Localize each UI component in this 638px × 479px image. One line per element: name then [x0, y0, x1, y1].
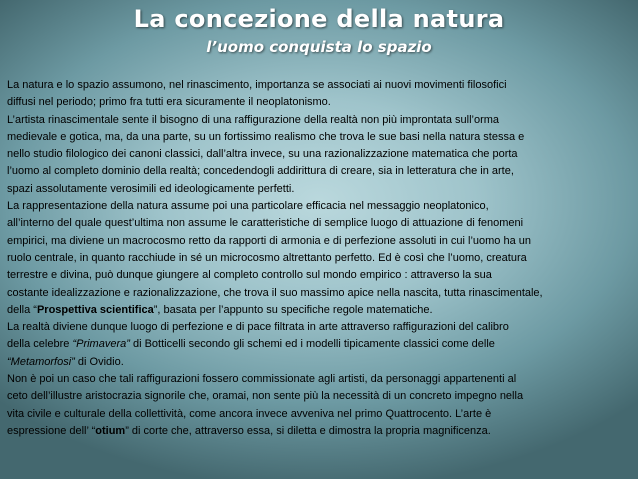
- text-segment: della “: [7, 303, 37, 316]
- text-line: [7, 388, 633, 405]
- bold-text: Prospettiva scientifica: [36, 303, 154, 316]
- text-segment: nello studio filologico dei canoni classici, dall’altra invece, su una razionalizzazione matematica che porta: [7, 148, 518, 161]
- text-line: [7, 319, 633, 336]
- text-segment: della celebre: [7, 338, 73, 351]
- text-line: [7, 163, 633, 180]
- text-line: [7, 181, 633, 198]
- text-line: [7, 267, 633, 284]
- body-text: [7, 77, 633, 440]
- text-line: [7, 406, 633, 423]
- text-segment: ” di corte che, attraverso essa, si diletta e dimostra la propria magnificenza.: [125, 424, 491, 437]
- text-line: [7, 112, 633, 129]
- text-segment: empirici, ma diviene un macrocosmo retto da rapporti di armonia e di perfezione assoluti in cui l’uomo ha un: [7, 234, 531, 247]
- text-line: [7, 285, 633, 302]
- text-line: [7, 336, 633, 353]
- text-segment: vita civile e culturale della collettività, come ancora invece avveniva nel primo Quattrocento. L’arte è: [7, 407, 492, 420]
- italic-text: “Primavera”: [72, 338, 130, 351]
- text-segment: espressione dell’ “: [7, 424, 96, 437]
- text-segment: spazi assolutamente verosimili ed ideologicamente perfetti.: [7, 182, 295, 195]
- slide-title: La concezione della natura: [133, 5, 505, 33]
- text-segment: La natura e lo spazio assumono, nel rinascimento, importanza se associati ai nuovi movimenti filosofici: [7, 79, 507, 91]
- text-line: [7, 250, 633, 267]
- text-segment: medievale e gotica, ma, da una parte, su un fortissimo realismo che trova le sue basi nella natura stessa e: [7, 130, 525, 143]
- text-segment: diffusi nel periodo; primo fra tutti era sicuramente il neoplatonismo.: [7, 96, 331, 109]
- text-segment: di Ovidio.: [74, 355, 124, 368]
- text-segment: all’interno del quale quest’ultima non assume le caratteristiche di semplice luogo di attuazione di fenomeni: [7, 217, 524, 230]
- text-segment: ceto dell’illustre aristocrazia signorile che, oramai, non sente più la necessità di un concreto impegno nella: [7, 390, 524, 403]
- text-line: [7, 198, 633, 215]
- text-line: [7, 215, 633, 232]
- text-segment: La rappresentazione della natura assume poi una particolare efficacia nel messaggio neoplatonico,: [7, 200, 489, 213]
- text-segment: di Botticelli secondo gli schemi ed i modelli tipicamente classici come delle: [129, 338, 495, 351]
- italic-text: “Metamorfosi”: [7, 355, 75, 368]
- text-line: [7, 94, 633, 111]
- text-line: [7, 371, 633, 388]
- text-segment: La realtà diviene dunque luogo di perfezione e di pace filtrata in arte attraverso raffigurazioni del calibro: [7, 321, 509, 334]
- text-segment: ”, basata per l’appunto su specifiche regole matematiche.: [153, 303, 433, 316]
- text-line: [7, 302, 633, 319]
- text-line: [7, 129, 633, 146]
- slide-subtitle: l’uomo conquista lo spazio: [206, 38, 432, 56]
- text-line: [7, 354, 633, 371]
- text-line: [7, 77, 633, 94]
- text-segment: costante idealizzazione e razionalizzazione, che trova il suo massimo apice nella nascita, tutta rinascimentale,: [7, 286, 543, 299]
- bold-text: otium: [95, 424, 126, 437]
- text-line: [7, 146, 633, 163]
- text-line: [7, 423, 633, 440]
- text-segment: l’uomo al completo dominio della realtà; concedendogli addirittura di creare, sia in letteratura che in arte,: [7, 165, 514, 178]
- text-segment: L’artista rinascimentale sente il bisogno di una raffigurazione della realtà non più improntata sull’orma: [7, 113, 500, 126]
- text-line: [7, 233, 633, 250]
- text-segment: Non è poi un caso che tali raffigurazioni fossero commissionate agli artisti, da personaggi appartenenti al: [7, 373, 517, 386]
- text-segment: ruolo centrale, in quanto racchiude in sé un microcosmo altrettanto perfetto. Ed è così che l’uomo, creatura: [7, 251, 527, 264]
- text-segment: terrestre e divina, può dunque giungere al completo controllo sul mondo empirico : attraverso la sua: [7, 269, 492, 282]
